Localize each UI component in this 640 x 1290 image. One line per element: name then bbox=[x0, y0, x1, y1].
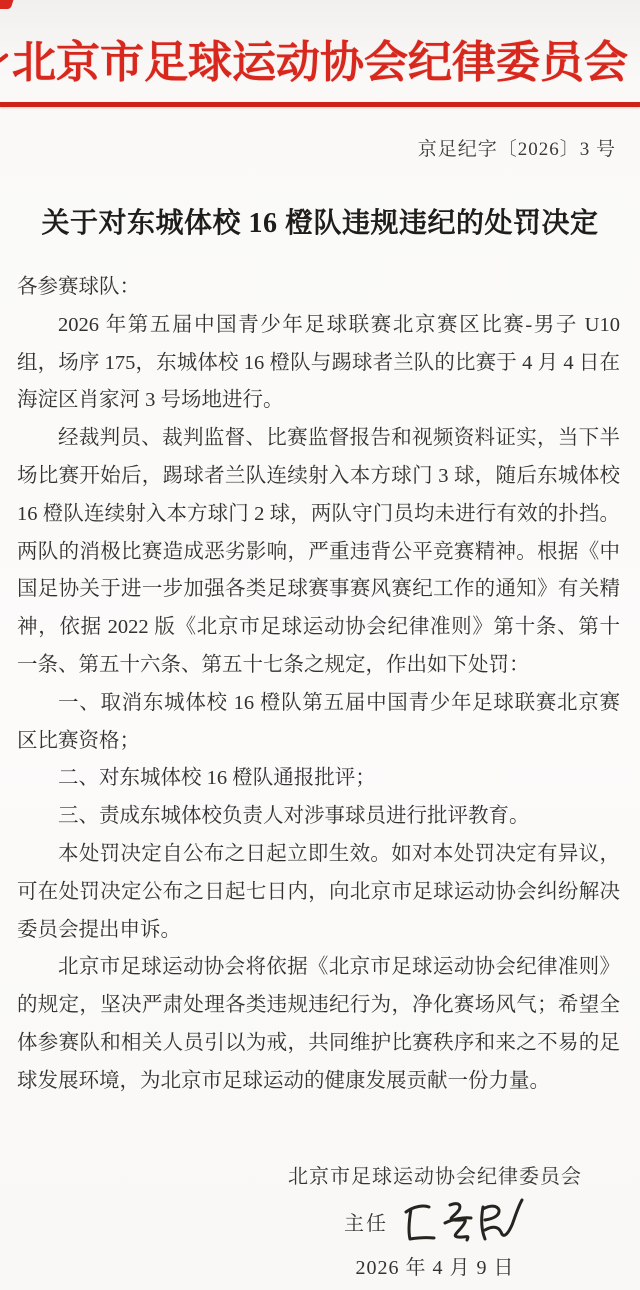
signature-block bbox=[0, 1160, 640, 1280]
document-body bbox=[17, 269, 620, 1101]
paragraph-match-info: 2026 年第五届中国青少年足球联赛北京赛区比赛-男子 U10 组，场序 175，东城体校 16 橙队与踢球者兰队的比赛于 4 月 4 日在海淀区肖家河 3 号场地进行。 bbox=[17, 313, 620, 412]
issuing-authority-masthead: 北京市足球运动协会纪律委员会 bbox=[12, 38, 628, 87]
paragraph-effective-appeal: 本处罚决定自公布之日起立即生效。如对本处罚决定有异议，可在处罚决定公布之日起七日内，向北京市足球运动协会纠纷解决委员会提出申诉。 bbox=[17, 842, 620, 941]
salutation: 各参赛球队： bbox=[17, 276, 140, 298]
handwritten-signature-icon bbox=[398, 1195, 526, 1247]
document-title: 关于对东城体校 16 橙队违规违纪的处罚决定 bbox=[41, 208, 599, 239]
paragraph-closing-statement: 北京市足球运动协会将依据《北京市足球运动协会纪律准则》的规定，坚决严肃处理各类违规违纪行为，净化赛场风气；希望全体参赛队和相关人员引以为戒，共同维护比赛秩序和来之不易的足球发展环境，为北京市足球运动的健康发展贡献一份力量。 bbox=[17, 956, 620, 1092]
signing-organization: 北京市足球运动协会纪律委员会 bbox=[288, 1166, 582, 1188]
document-reference-number: 京足纪字〔2026〕3 号 bbox=[417, 139, 616, 160]
red-divider-rule bbox=[0, 102, 640, 107]
signer-role-label: 主任 bbox=[344, 1212, 388, 1235]
penalty-item-3: 三、责成东城体校负责人对涉事球员进行批评教育。 bbox=[58, 805, 530, 828]
penalty-item-2: 二、对东城体校 16 橙队通报批评； bbox=[58, 767, 376, 790]
paragraph-findings-and-basis: 经裁判员、裁判监督、比赛监督报告和视频资料证实，当下半场比赛开始后，踢球者兰队连续射入本方球门 3 球，随后东城体校 16 橙队连续射入本方球门 2 球，两队守门员均未进行有效的扑挡。两队的消极比赛造成恶劣影响，严重违背公平竞赛精神。根据《中国足协关于进一步加强各类足球赛事赛风赛纪工作的通知》有关精神，依据 2022 版《北京市足球运动协会纪律准则》第十条、第十一条、第五十六条、第五十七条之规定，作出如下处罚： bbox=[17, 427, 620, 676]
penalty-item-1: 一、取消东城体校 16 橙队第五届中国青少年足球联赛北京赛区比赛资格； bbox=[17, 691, 620, 752]
signature-date: 2026 年 4 月 9 日 bbox=[355, 1257, 515, 1279]
